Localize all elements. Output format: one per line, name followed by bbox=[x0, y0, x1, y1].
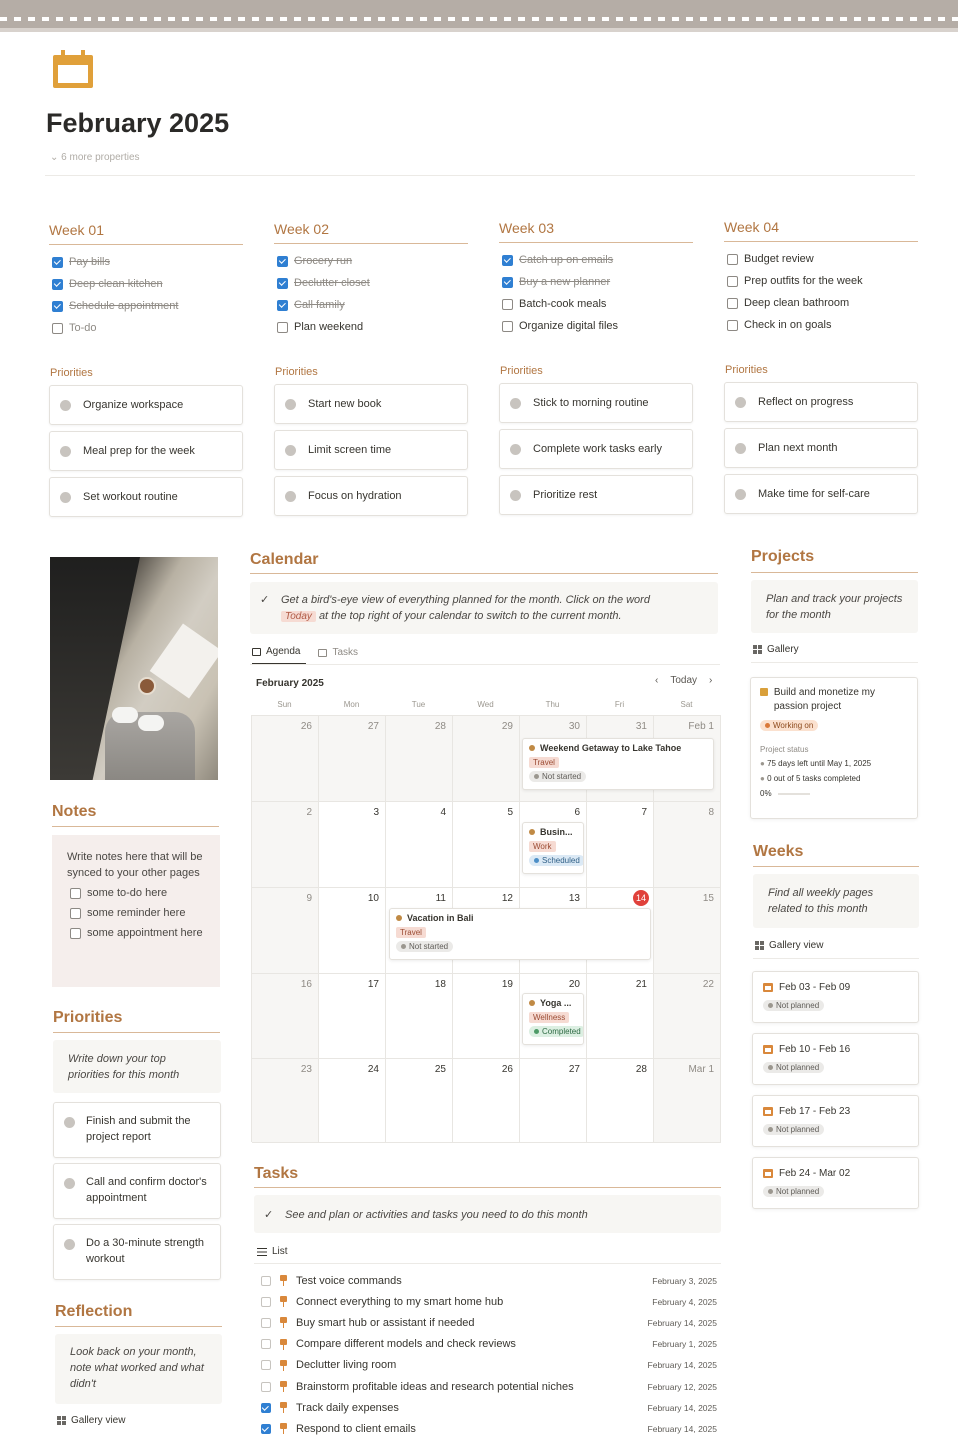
todo-item[interactable]: Deep clean kitchen bbox=[49, 273, 243, 295]
divider bbox=[55, 1326, 222, 1327]
priority-card[interactable]: Limit screen time bbox=[274, 430, 468, 470]
circle-icon bbox=[735, 489, 746, 500]
task-row[interactable] bbox=[257, 1418, 719, 1436]
todo-item[interactable]: Prep outfits for the week bbox=[724, 270, 918, 292]
cover-image bbox=[0, 0, 958, 32]
task-row[interactable] bbox=[257, 1270, 719, 1291]
calendar-day-cell[interactable] bbox=[654, 802, 721, 888]
priorities-heading: Priorities bbox=[275, 366, 318, 378]
todo-item[interactable]: Buy a new planner bbox=[499, 271, 693, 293]
calendar-day-cell[interactable] bbox=[319, 1059, 386, 1143]
priorities-heading: Priorities bbox=[725, 364, 768, 376]
projects-callout: Plan and track your projects for the month bbox=[751, 580, 918, 633]
calendar-day-cell[interactable] bbox=[587, 1059, 654, 1143]
calendar-day-cell[interactable] bbox=[654, 1059, 721, 1143]
priority-card[interactable]: Organize workspace bbox=[49, 385, 243, 425]
week-04-column bbox=[724, 219, 918, 514]
calendar-day-cell[interactable] bbox=[453, 1059, 520, 1143]
pin-icon bbox=[279, 1402, 288, 1413]
task-date: February 14, 2025 bbox=[647, 1423, 717, 1434]
priority-card[interactable]: Set workout routine bbox=[49, 477, 243, 517]
coffee-photo bbox=[50, 557, 218, 780]
calendar-day-cell[interactable] bbox=[587, 802, 654, 888]
calendar-day-cell[interactable] bbox=[319, 802, 386, 888]
checkbox[interactable] bbox=[502, 255, 513, 266]
page-title: February 2025 bbox=[46, 108, 230, 138]
tasks-completed: ● 0 out of 5 tasks completed bbox=[760, 774, 861, 783]
checkbox[interactable] bbox=[502, 277, 513, 288]
circle-icon bbox=[735, 397, 746, 408]
event-tag: Work bbox=[529, 841, 556, 852]
priority-card[interactable]: Call and confirm doctor's appointment bbox=[53, 1163, 221, 1219]
todo-item[interactable]: Declutter closet bbox=[274, 272, 468, 294]
task-label: Brainstorm profitable ideas and research potential niches bbox=[296, 1380, 574, 1393]
task-row[interactable] bbox=[257, 1334, 719, 1355]
calendar-day-cell[interactable] bbox=[654, 888, 721, 974]
progress: 0% bbox=[760, 789, 908, 798]
pin-icon bbox=[279, 1275, 288, 1286]
pin-icon bbox=[279, 1423, 288, 1434]
note-item[interactable]: some to-do here bbox=[67, 885, 205, 901]
checkbox[interactable] bbox=[261, 1360, 271, 1370]
task-label: Test voice commands bbox=[296, 1274, 402, 1287]
day-of-week-label: Fri bbox=[614, 700, 625, 709]
checkbox[interactable] bbox=[277, 278, 288, 289]
checkbox[interactable] bbox=[727, 298, 738, 309]
status-badge: Not planned bbox=[763, 1000, 824, 1011]
day-number: 23 bbox=[300, 1064, 312, 1075]
notes-callout[interactable] bbox=[52, 835, 220, 987]
checkmark-icon: ✓ bbox=[260, 594, 270, 606]
notes-title: Notes bbox=[52, 803, 97, 820]
calendar-view-tabs bbox=[252, 646, 376, 665]
todo-item[interactable]: Call family bbox=[274, 294, 468, 316]
chevron-down-icon: ⌄ bbox=[50, 152, 59, 163]
task-label: Buy smart hub or assistant if needed bbox=[296, 1316, 475, 1329]
chevron-right-icon[interactable]: › bbox=[709, 675, 713, 686]
divider bbox=[753, 866, 919, 867]
checkbox[interactable] bbox=[261, 1403, 271, 1413]
gallery-view-tab[interactable]: Gallery view bbox=[57, 1415, 125, 1426]
status-badge: Not planned bbox=[763, 1062, 824, 1073]
weeks-title: Weeks bbox=[753, 843, 804, 860]
todo-item[interactable]: Catch up on emails bbox=[499, 249, 693, 271]
todo-item[interactable]: Pay bills bbox=[49, 251, 243, 273]
tab-tasks[interactable]: Tasks bbox=[318, 646, 364, 665]
week-title[interactable]: Week 01 bbox=[49, 222, 243, 245]
todo-item[interactable]: Deep clean bathroom bbox=[724, 292, 918, 314]
circle-icon bbox=[60, 446, 71, 457]
week-title[interactable]: Week 04 bbox=[724, 219, 918, 242]
day-number: 26 bbox=[501, 1064, 513, 1075]
checkbox[interactable] bbox=[52, 301, 63, 312]
calendar-day-cell[interactable] bbox=[319, 888, 386, 974]
divider bbox=[751, 662, 918, 663]
day-of-week-label: Tue bbox=[411, 700, 426, 709]
day-number: 21 bbox=[635, 979, 647, 990]
task-row[interactable] bbox=[257, 1291, 719, 1312]
day-number: 15 bbox=[702, 893, 714, 904]
today-button[interactable]: Today bbox=[670, 675, 698, 686]
task-date: February 14, 2025 bbox=[647, 1360, 717, 1371]
priorities-title: Priorities bbox=[53, 1009, 123, 1026]
checkbox[interactable] bbox=[261, 1318, 271, 1328]
gallery-view-tab[interactable]: Gallery bbox=[753, 644, 799, 655]
calendar-day-cell[interactable] bbox=[654, 974, 721, 1059]
checkbox[interactable] bbox=[277, 256, 288, 267]
checkbox[interactable] bbox=[261, 1276, 271, 1286]
day-number: 27 bbox=[367, 721, 379, 732]
calendar-icon bbox=[763, 1169, 773, 1178]
event-tag: Travel bbox=[396, 927, 426, 938]
priority-card[interactable]: Stick to morning routine bbox=[499, 383, 693, 423]
day-number: 10 bbox=[367, 893, 379, 904]
today-date-badge: 14 bbox=[633, 890, 649, 906]
divider bbox=[254, 1263, 721, 1264]
todo-item[interactable]: To-do bbox=[49, 317, 243, 339]
checkmark-icon: ✓ bbox=[264, 1209, 274, 1221]
event-title: Weekend Getaway to Lake Tahoe bbox=[529, 743, 707, 753]
event-title: Yoga ... bbox=[529, 998, 577, 1008]
day-number: 19 bbox=[501, 979, 513, 990]
week-01-column bbox=[49, 222, 243, 517]
list-view-tab[interactable]: List bbox=[257, 1246, 288, 1257]
calendar-day-cell[interactable] bbox=[252, 802, 319, 888]
tab-agenda[interactable]: Agenda bbox=[252, 646, 306, 665]
circle-icon bbox=[510, 444, 521, 455]
day-number: 25 bbox=[434, 1064, 446, 1075]
task-label: Connect everything to my smart home hub bbox=[296, 1295, 504, 1308]
calendar-day-cell[interactable] bbox=[453, 716, 520, 802]
reflection-title: Reflection bbox=[55, 1303, 133, 1320]
calendar-day-cell[interactable] bbox=[386, 1059, 453, 1143]
calendar-callout: ✓ Get a bird's-eye view of everything planned for the month. Click on the word Today at the top right of your calendar to switch to the current month. bbox=[250, 582, 718, 634]
day-number: 16 bbox=[300, 979, 312, 990]
checkbox[interactable] bbox=[70, 888, 81, 899]
day-of-week-label: Sun bbox=[277, 700, 292, 709]
day-of-week-label: Sat bbox=[680, 700, 693, 709]
day-number: 12 bbox=[501, 893, 513, 904]
event-title: Vacation in Bali bbox=[396, 913, 644, 923]
day-number: 5 bbox=[507, 807, 513, 818]
calendar-icon bbox=[763, 1107, 773, 1116]
task-date: February 1, 2025 bbox=[652, 1339, 717, 1350]
event-tag: Travel bbox=[529, 757, 559, 768]
task-date: February 4, 2025 bbox=[652, 1296, 717, 1307]
weeks-callout: Find all weekly pages related to this month bbox=[753, 874, 919, 928]
week-02-column bbox=[274, 221, 468, 516]
status-badge: Completed bbox=[529, 1026, 584, 1037]
week-range: Feb 24 - Mar 02 bbox=[779, 1168, 851, 1179]
todo-item[interactable]: Budget review bbox=[724, 248, 918, 270]
priority-card[interactable]: Reflect on progress bbox=[724, 382, 918, 422]
priority-card[interactable]: Finish and submit the project report bbox=[53, 1102, 221, 1158]
day-number: 7 bbox=[641, 807, 647, 818]
todo-item[interactable]: Organize digital files bbox=[499, 315, 693, 337]
chevron-left-icon[interactable]: ‹ bbox=[655, 675, 659, 686]
calendar-day-cell[interactable] bbox=[252, 974, 319, 1059]
day-number: Feb 1 bbox=[688, 721, 714, 732]
calendar-day-cell[interactable] bbox=[386, 802, 453, 888]
more-properties-toggle[interactable]: ⌄ 6 more properties bbox=[50, 152, 140, 163]
week-card[interactable] bbox=[752, 971, 919, 1023]
todo-item[interactable]: Check in on goals bbox=[724, 314, 918, 336]
project-title: Build and monetize my passion project bbox=[773, 687, 876, 712]
day-number: 22 bbox=[702, 979, 714, 990]
checkbox[interactable] bbox=[70, 908, 81, 919]
circle-icon bbox=[510, 398, 521, 409]
circle-icon bbox=[285, 491, 296, 502]
week-title[interactable]: Week 03 bbox=[499, 220, 693, 243]
priority-card[interactable]: Start new book bbox=[274, 384, 468, 424]
checkbox[interactable] bbox=[727, 276, 738, 287]
event-tag: Wellness bbox=[529, 1012, 569, 1023]
status-badge: Not started bbox=[396, 941, 453, 952]
week-card[interactable] bbox=[752, 1157, 919, 1209]
checkbox[interactable] bbox=[502, 299, 513, 310]
circle-icon bbox=[64, 1178, 75, 1189]
event-title: Busin... bbox=[529, 827, 577, 837]
checkbox[interactable] bbox=[261, 1339, 271, 1349]
calendar-icon bbox=[763, 1045, 773, 1054]
day-number: 28 bbox=[635, 1064, 647, 1075]
circle-icon bbox=[64, 1117, 75, 1128]
calendar-day-cell[interactable] bbox=[252, 888, 319, 974]
calendar-day-cell[interactable] bbox=[453, 974, 520, 1059]
pin-icon bbox=[279, 1296, 288, 1307]
calendar-icon bbox=[252, 648, 261, 656]
day-number: 13 bbox=[568, 893, 580, 904]
table-icon bbox=[318, 649, 327, 657]
task-date: February 12, 2025 bbox=[647, 1381, 717, 1392]
status-badge: Working on bbox=[760, 720, 818, 731]
priority-card[interactable]: Make time for self-care bbox=[724, 474, 918, 514]
week-range: Feb 17 - Feb 23 bbox=[779, 1106, 851, 1117]
circle-icon bbox=[285, 399, 296, 410]
task-label: Track daily expenses bbox=[296, 1401, 399, 1414]
checkbox[interactable] bbox=[277, 322, 288, 333]
day-number: 27 bbox=[568, 1064, 580, 1075]
week-range: Feb 03 - Feb 09 bbox=[779, 982, 851, 993]
divider bbox=[250, 573, 718, 574]
calendar-title: Calendar bbox=[250, 551, 319, 568]
priority-card[interactable]: Prioritize rest bbox=[499, 475, 693, 515]
calendar-day-cell[interactable] bbox=[520, 1059, 587, 1143]
circle-icon bbox=[60, 400, 71, 411]
calendar-event[interactable] bbox=[522, 993, 584, 1045]
calendar-event[interactable] bbox=[522, 822, 584, 874]
day-number: 30 bbox=[568, 721, 580, 732]
notes-text: Write notes here that will be synced to your other pages bbox=[67, 851, 203, 879]
todo-item[interactable]: Schedule appointment bbox=[49, 295, 243, 317]
tasks-title: Tasks bbox=[254, 1165, 299, 1182]
checkbox[interactable] bbox=[52, 279, 63, 290]
task-label: Compare different models and check reviews bbox=[296, 1338, 516, 1351]
task-label: Respond to client emails bbox=[296, 1422, 416, 1435]
week-title[interactable]: Week 02 bbox=[274, 221, 468, 244]
reflection-callout: Look back on your month, note what worked and what didn't bbox=[55, 1334, 222, 1404]
week-03-column bbox=[499, 220, 693, 515]
calendar-month-label: February 2025 bbox=[256, 678, 324, 689]
folder-icon bbox=[760, 688, 768, 696]
todo-item[interactable]: Grocery run bbox=[274, 250, 468, 272]
project-status-label: Project status bbox=[760, 745, 809, 754]
checkbox[interactable] bbox=[261, 1424, 271, 1434]
tasks-callout: ✓ See and plan or activities and tasks you need to do this month bbox=[254, 1195, 721, 1233]
day-number: 24 bbox=[367, 1064, 379, 1075]
calendar-icon bbox=[763, 983, 773, 992]
checkbox[interactable] bbox=[727, 254, 738, 265]
day-number: 31 bbox=[635, 721, 647, 732]
checkbox[interactable] bbox=[261, 1382, 271, 1392]
circle-icon bbox=[60, 492, 71, 503]
status-badge: Not planned bbox=[763, 1186, 824, 1197]
day-number: Mar 1 bbox=[688, 1064, 714, 1075]
checkbox[interactable] bbox=[502, 321, 513, 332]
gallery-icon bbox=[753, 645, 762, 654]
day-of-week-label: Wed bbox=[477, 700, 494, 709]
calendar-day-cell[interactable] bbox=[587, 974, 654, 1059]
task-label: Declutter living room bbox=[296, 1359, 397, 1372]
calendar-day-cell[interactable] bbox=[252, 1059, 319, 1143]
task-row[interactable] bbox=[257, 1397, 719, 1418]
priorities-heading: Priorities bbox=[50, 367, 93, 379]
divider bbox=[45, 175, 915, 176]
day-number: 11 bbox=[435, 893, 446, 904]
week-card[interactable] bbox=[752, 1033, 919, 1085]
priorities-heading: Priorities bbox=[500, 365, 543, 377]
days-left: ● 75 days left until May 1, 2025 bbox=[760, 759, 872, 768]
pin-icon bbox=[279, 1339, 288, 1350]
list-icon bbox=[257, 1248, 267, 1256]
calendar-day-cell[interactable] bbox=[252, 716, 319, 802]
day-number: 2 bbox=[306, 807, 312, 818]
day-number: 6 bbox=[574, 807, 580, 818]
day-of-week-label: Thu bbox=[545, 700, 560, 709]
day-number: 4 bbox=[440, 807, 446, 818]
priority-card[interactable]: Plan next month bbox=[724, 428, 918, 468]
priority-card[interactable]: Focus on hydration bbox=[274, 476, 468, 516]
calendar-day-cell[interactable] bbox=[319, 974, 386, 1059]
calendar-grid bbox=[251, 715, 721, 1142]
pin-icon bbox=[279, 1360, 288, 1371]
projects-title: Projects bbox=[751, 548, 815, 565]
divider bbox=[254, 1187, 721, 1188]
gallery-icon bbox=[755, 941, 764, 950]
calendar-event[interactable] bbox=[522, 738, 714, 790]
gallery-icon bbox=[57, 1416, 66, 1425]
calendar-nav bbox=[655, 675, 712, 686]
todo-item[interactable]: Batch-cook meals bbox=[499, 293, 693, 315]
calendar-day-cell[interactable] bbox=[453, 802, 520, 888]
pin-icon bbox=[279, 1317, 288, 1328]
calendar-day-cell[interactable] bbox=[319, 716, 386, 802]
day-number: 17 bbox=[367, 979, 379, 990]
day-number: 3 bbox=[373, 807, 379, 818]
calendar-icon bbox=[53, 50, 93, 88]
circle-icon bbox=[285, 445, 296, 456]
checkbox[interactable] bbox=[261, 1297, 271, 1307]
project-card[interactable] bbox=[750, 677, 918, 819]
task-row[interactable] bbox=[257, 1312, 719, 1333]
divider bbox=[753, 958, 919, 959]
day-number: 28 bbox=[434, 721, 446, 732]
divider bbox=[751, 572, 918, 573]
checkbox[interactable] bbox=[70, 928, 81, 939]
day-of-week-label: Mon bbox=[343, 700, 360, 709]
task-date: February 3, 2025 bbox=[652, 1275, 717, 1286]
week-card[interactable] bbox=[752, 1095, 919, 1147]
calendar-day-cell[interactable] bbox=[386, 716, 453, 802]
status-badge: Not started bbox=[529, 771, 586, 782]
day-number: 8 bbox=[708, 807, 714, 818]
day-number: 9 bbox=[306, 893, 312, 904]
day-number: 18 bbox=[434, 979, 446, 990]
day-number: 20 bbox=[568, 979, 580, 990]
task-row[interactable] bbox=[257, 1355, 719, 1376]
task-date: February 14, 2025 bbox=[647, 1402, 717, 1413]
divider bbox=[53, 1032, 220, 1033]
gallery-view-tab[interactable]: Gallery view bbox=[755, 940, 823, 951]
circle-icon bbox=[735, 443, 746, 454]
divider bbox=[52, 826, 219, 827]
checkbox[interactable] bbox=[277, 300, 288, 311]
note-item[interactable]: some reminder here bbox=[67, 905, 205, 921]
priority-card[interactable]: Complete work tasks early bbox=[499, 429, 693, 469]
checkbox[interactable] bbox=[727, 320, 738, 331]
circle-icon bbox=[510, 490, 521, 501]
circle-icon bbox=[64, 1239, 75, 1250]
priorities-callout: Write down your top priorities for this month bbox=[53, 1040, 221, 1093]
todo-item[interactable]: Plan weekend bbox=[274, 316, 468, 338]
calendar-event[interactable] bbox=[389, 908, 651, 960]
task-date: February 14, 2025 bbox=[647, 1317, 717, 1328]
status-badge: Scheduled bbox=[529, 855, 584, 866]
status-badge: Not planned bbox=[763, 1124, 824, 1135]
checkbox[interactable] bbox=[52, 323, 63, 334]
pin-icon bbox=[279, 1381, 288, 1392]
priority-card[interactable]: Meal prep for the week bbox=[49, 431, 243, 471]
task-row[interactable] bbox=[257, 1376, 719, 1397]
calendar-day-cell[interactable] bbox=[386, 974, 453, 1059]
divider bbox=[250, 664, 720, 665]
day-number: 29 bbox=[501, 721, 513, 732]
priority-card[interactable]: Do a 30-minute strength workout bbox=[53, 1224, 221, 1280]
day-number: 26 bbox=[300, 721, 312, 732]
checkbox[interactable] bbox=[52, 257, 63, 268]
week-range: Feb 10 - Feb 16 bbox=[779, 1044, 851, 1055]
note-item[interactable]: some appointment here bbox=[67, 925, 205, 941]
